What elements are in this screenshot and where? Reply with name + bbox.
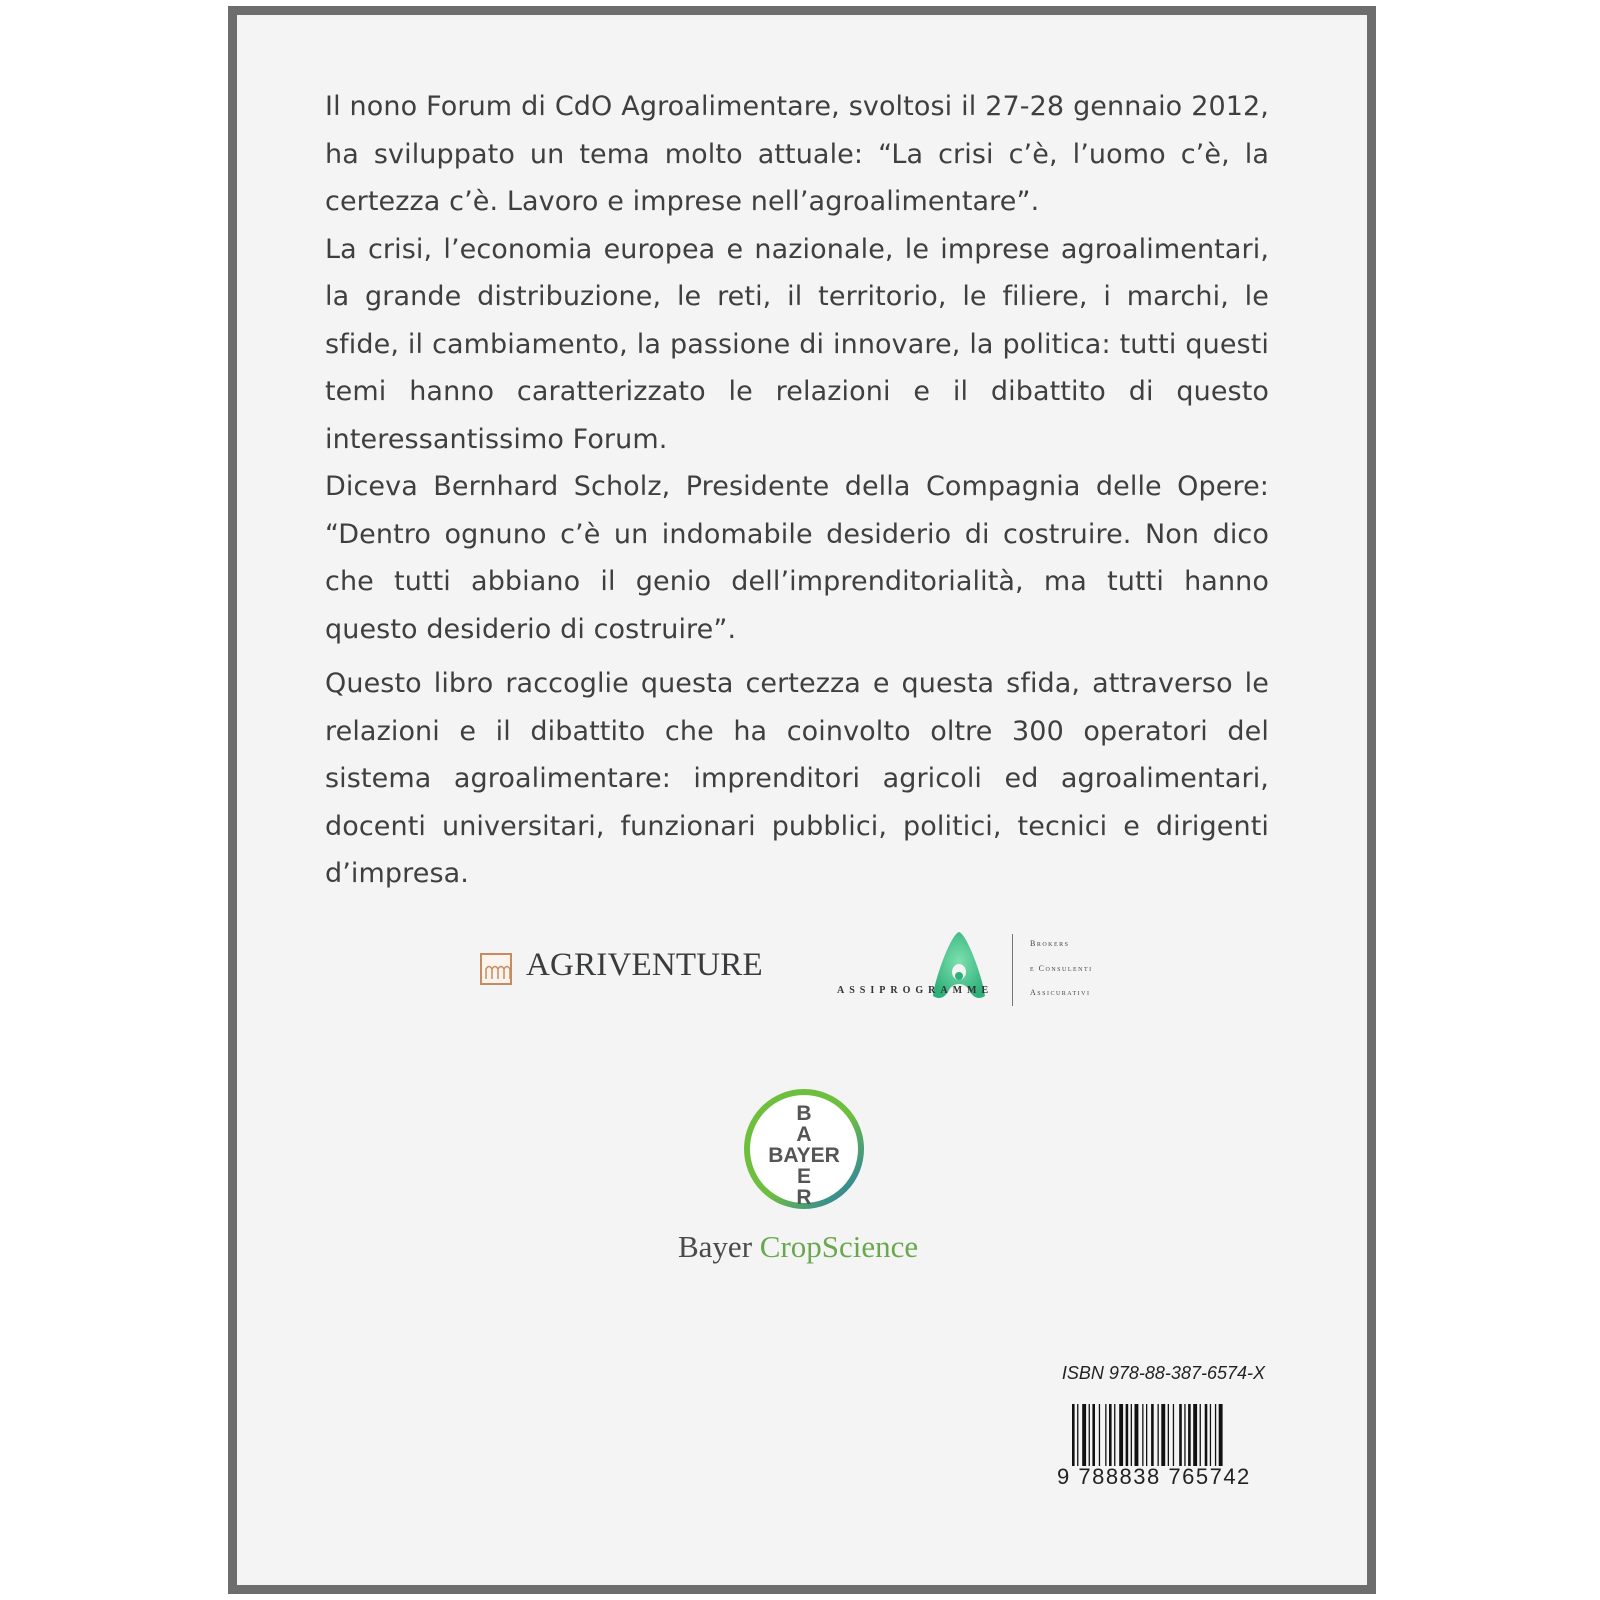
barcode-bar [1151,1404,1154,1466]
barcode-bar [1184,1404,1185,1466]
barcode-bar [1126,1404,1129,1466]
assiprogramme-divider [1012,934,1013,1006]
assiprogramme-tagline-1: Brokers [1030,939,1070,948]
bayer-cross-logo [742,1087,866,1211]
blurb-paragraph-4: Questo libro raccoglie questa certezza e questa sfida, attraverso le relazioni e il dibattito che ha coinvolto oltre 300 operatori del sistema agroalimentare: imprenditori agricoli ed agroalimentari, docenti universitari, funzionari pubblici, politici, tecnici e dirigenti d’impresa. [325,668,1269,889]
barcode-bar [1114,1404,1115,1466]
svg-text:E: E [796,1165,812,1188]
svg-text:B: B [796,1102,812,1125]
barcode-bar [1092,1404,1095,1466]
barcode-bar [1099,1404,1100,1466]
svg-text:A: A [796,1123,812,1146]
barcode-bar [1072,1404,1075,1466]
assiprogramme-logo [837,930,1137,1020]
barcode-bar [1142,1404,1143,1466]
barcode-bar [1173,1404,1174,1466]
agriventure-wordmark: AGRIVENTURE [526,947,763,983]
blurb-section-1 [325,83,1269,653]
bayer-cross-horizontal: BAYER [768,1144,840,1167]
blurb-paragraph-1: Il nono Forum di CdO Agroalimentare, svoltosi il 27-28 gennaio 2012, ha sviluppato un tema molto attuale: “La crisi c’è, l’uomo c’è, la certezza c’è. Lavoro e imprese nell’agroalimentare”. [325,91,1269,217]
barcode-bar [1135,1404,1139,1466]
barcode-bar [1077,1404,1078,1466]
cropscience-wordmark: CropScience [759,1229,919,1264]
barcode-bar [1219,1404,1223,1466]
barcode-bar [1193,1404,1197,1466]
svg-text:R: R [796,1186,812,1209]
barcode-bar [1215,1404,1216,1466]
bayer-wordmark: Bayer [678,1229,753,1264]
barcode-bar [1188,1404,1191,1466]
barcode-bar [1146,1404,1147,1466]
barcode-bar [1179,1404,1182,1466]
barcode-digits: 9 788838 765742 [1057,1464,1251,1489]
blurb-paragraph-3: Diceva Bernhard Scholz, Presidente della Compagnia delle Opere: “Dentro ognuno c’è un indomabile desiderio di costruire. Non dico che tutti abbiano il genio dell’imprenditorialità, ma tutti hanno questo desiderio di costruire”. [325,471,1269,645]
barcode-bar [1158,1404,1159,1466]
barcode-bar [1131,1404,1132,1466]
barcode-bar [1161,1404,1165,1466]
barcode-bar [1168,1404,1169,1466]
bayer-cropscience-wordmark [678,1229,918,1265]
agriventure-arches-icon [480,953,512,985]
isbn-label: ISBN 978-88-387-6574-X [1061,1363,1265,1383]
barcode-bar [1205,1404,1208,1466]
blurb-paragraph-2: La crisi, l’economia europea e nazionale, le imprese agroalimentari, la grande distribuzione, le reti, il territorio, le filiere, i marchi, le sfide, il cambiamento, la passione di innovare, la politica: tutti questi temi hanno caratterizzato le relazioni e il dibattito di questo interessantissimo Forum. [325,233,1269,455]
assiprogramme-tagline-3: Assicurativi [1030,988,1091,997]
barcode-bar [1082,1404,1086,1466]
barcode-bar [1089,1404,1090,1466]
barcode-bar [1119,1404,1123,1466]
blurb-section-2 [325,660,1269,898]
barcode-bar [1109,1404,1112,1466]
assiprogramme-wordmark: ASSIPROGRAMME [837,985,994,996]
barcode-bar [1105,1404,1106,1466]
assiprogramme-tagline-2: e Consulenti [1030,964,1093,973]
barcode-bar [1200,1404,1201,1466]
book-back-cover [228,6,1376,1594]
barcode-bar [1210,1404,1211,1466]
